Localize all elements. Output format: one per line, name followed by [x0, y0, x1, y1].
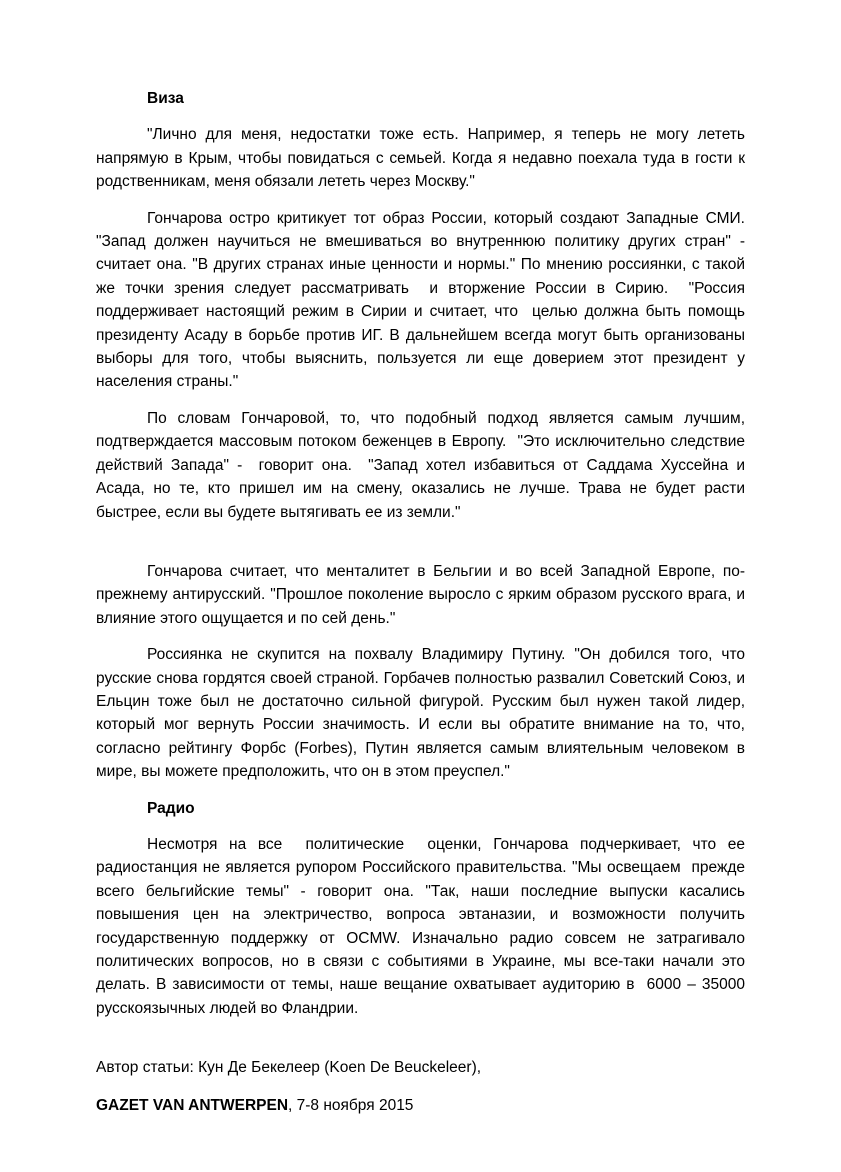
paragraph-media-criticism: Гончарова остро критикует тот образ России, который создают Западные СМИ. "Запад должен научиться не вмешиваться во внутреннюю политику других стран" - считает она. "В других странах иные ценности и нормы." По мнению россиянки, с такой же точки зрения следует рассматривать и вторжение России в Сирию. "Россия поддерживает настоящий режим в Сирии и считает, что целью должна быть помощь президенту Асаду в борьбе против ИГ. В дальнейшем всегда могут быть организованы выборы для того, чтобы выяснить, пользуется ли еще доверием этот президент у населения страны."	[96, 209, 750, 391]
paragraph-radio-station: Несмотря на все политические оценки, Гончарова подчеркивает, что ее радиостанция не является рупором Российского правительства. "Мы освещаем прежде всего бельгийские темы" - говорит она. "Так, наши последние выпуски касались повышения цен на электричество, вопроса эвтаназии, и возможности получить государственную поддержку от OCMW. Изначально радио совсем не затрагивало политических вопросов, но в связи с событиями в Украине, мы все-таки начали это делать. В зависимости от темы, наше вещание охватывает аудиторию в 6000 – 35000 русскоязычных людей во Фландрии.	[96, 835, 754, 1017]
paragraph-refugees: По словам Гончаровой, то, что подобный подход является самым лучшим, подтверждается массовым потоком беженцев в Европу. "Это исключительно следствие действий Запада" - говорит она. "Запад хотел избавиться от Саддама Хуссейна и Асада, но те, кто пришел им на смену, оказались не лучше. Трава не будет расти быстрее, если вы будете вытягивать ее из земли."	[96, 409, 750, 521]
section-heading-radio: Радио	[147, 799, 195, 817]
empty-line	[96, 537, 745, 560]
publication-name: GAZET VAN ANTWERPEN	[96, 1096, 289, 1114]
author-line: Автор статьи: Кун Де Бекелеер (Koen De Beuckeleer),	[96, 1059, 482, 1077]
publication-date: , 7-8 ноября 2015	[288, 1096, 414, 1114]
publication-line	[96, 1094, 745, 1117]
paragraph-mentality: Гончарова считает, что менталитет в Бельгии и во всей Западной Европе, по-прежнему антирусский. "Прошлое поколение выросло с ярким образом русского врага, и влияние этого ощущается и по сей день."	[96, 562, 750, 627]
paragraph-putin-praise: Россиянка не скупится на похвалу Владимиру Путину. "Он добился того, что русские снова гордятся своей страной. Горбачев полностью развалил Советский Союз, и Ельцин тоже был не достаточно сильной фигурой. Русским был нужен такой лидер, который мог вернуть России значимость. И если вы обратите внимание на то, что, согласно рейтингу Форбс (Forbes), Путин является самым влиятельным человеком в мире, вы можете предположить, что он в этом преуспел."	[96, 646, 750, 781]
section-heading-visa: Виза	[147, 90, 184, 107]
empty-line	[96, 1033, 745, 1056]
paragraph-visa-quote: "Лично для меня, недостатки тоже есть. Например, я теперь не могу лететь напрямую в Крым, чтобы повидаться с семьей. Когда я недавно поехала туда в гости к родственникам, меня обязали лететь через Москву."	[96, 126, 750, 191]
